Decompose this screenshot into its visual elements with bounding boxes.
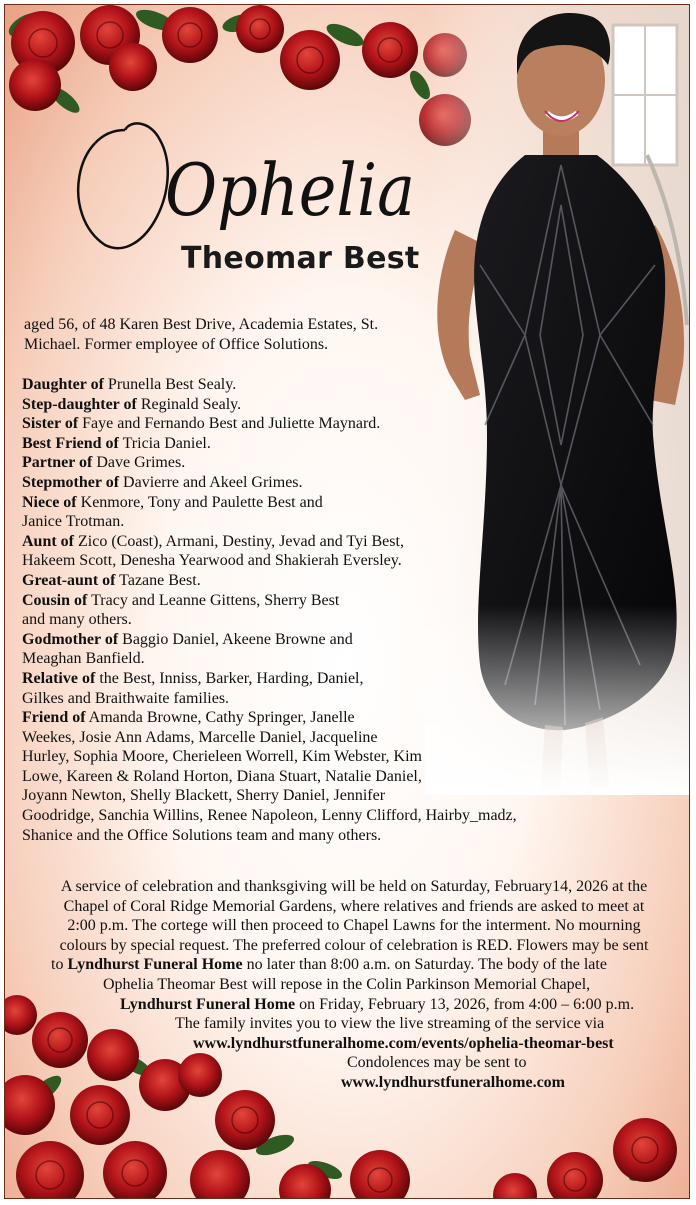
- relation-names: Baggio Daniel, Akeene Browne and: [118, 630, 353, 648]
- relation-line: [22, 669, 622, 689]
- funeral-home-name: Lyndhurst Funeral Home: [120, 995, 296, 1013]
- relation-names: Tazane Best.: [115, 571, 201, 589]
- first-name-text: Ophelia: [165, 148, 415, 232]
- relation-label: Best Friend of: [22, 434, 119, 452]
- relation-names: Goodridge, Sanchia Willins, Renee Napoleon, Lenny Clifford, Hairby_madz,: [22, 807, 517, 825]
- relation-names: Tricia Daniel.: [118, 434, 211, 452]
- relation-line: [22, 473, 622, 493]
- relation-label: Step-daughter of: [22, 395, 137, 413]
- relation-line: [22, 395, 622, 415]
- relation-label: Relative of: [22, 669, 96, 687]
- relation-names: Tracy and Leanne Gittens, Sherry Best: [87, 591, 340, 609]
- relation-names: Faye and Fernando Best and Juliette Maynard.: [78, 415, 381, 433]
- relation-line: [22, 786, 622, 806]
- relation-names: Prunella Best Sealy.: [103, 376, 237, 393]
- relation-line: [22, 689, 622, 709]
- relation-label: Stepmother of: [22, 473, 120, 491]
- service-text: to: [51, 956, 68, 974]
- relation-line: [22, 532, 622, 552]
- relation-names: Joyann Newton, Shelly Blackett, Sherry Daniel, Jennifer: [22, 787, 386, 805]
- surname-heading: Theomar Best: [181, 241, 420, 276]
- relation-line: [22, 434, 622, 454]
- relation-line: [22, 375, 622, 395]
- relation-names: Amanda Browne, Cathy Springer, Janelle: [85, 709, 355, 727]
- relation-line: [22, 453, 622, 473]
- relations-list: [22, 375, 622, 845]
- relation-names: Hakeem Scott, Denesha Yearwood and Shakierah Eversley.: [22, 552, 402, 570]
- service-line: The family invites you to view the live streaming of the service via: [175, 1015, 605, 1033]
- relation-label: Niece of: [22, 493, 77, 511]
- service-line: [17, 955, 690, 975]
- relation-label: Daughter of: [22, 376, 104, 393]
- relation-label: Aunt of: [22, 532, 75, 550]
- relation-label: Partner of: [22, 454, 93, 472]
- relation-names: Dave Grimes.: [92, 454, 186, 472]
- relation-label: Friend of: [22, 709, 86, 727]
- roses-bottom-decoration: [5, 995, 690, 1199]
- relation-line: [22, 414, 622, 434]
- relation-names: Kenmore, Tony and Paulette Best and: [76, 493, 323, 511]
- relation-names: Hurley, Sophia Moore, Cherieleen Worrell, Kim Webster, Kim: [22, 748, 422, 766]
- relation-names: Reginald Sealy.: [136, 395, 242, 413]
- relation-names: Davierre and Akeel Grimes.: [119, 473, 303, 491]
- website-url-text[interactable]: www.lyndhurstfuneralhome.com: [341, 1073, 566, 1091]
- relation-names: Weekes, Josie Ann Adams, Marcelle Daniel, Jacqueline: [22, 728, 378, 746]
- obituary-card: [4, 4, 690, 1199]
- service-line: 2:00 p.m. The cortege will then proceed to Chapel Lawns for the interment. No mourning: [67, 917, 641, 935]
- relation-line: [22, 747, 622, 767]
- relation-line: [22, 826, 622, 846]
- relation-names: Shanice and the Office Solutions team and many others.: [22, 826, 382, 844]
- relation-line: [22, 806, 622, 826]
- relation-label: Godmother of: [22, 630, 119, 648]
- relation-line: [22, 630, 622, 650]
- relation-label: Cousin of: [22, 591, 88, 609]
- relation-line: [22, 551, 622, 571]
- relation-line: [22, 649, 622, 669]
- condolences-line: Condolences may be sent to: [347, 1054, 527, 1072]
- relation-names: the Best, Inniss, Barker, Harding, Daniel,: [95, 669, 364, 687]
- relation-line: [22, 610, 622, 630]
- service-line: Chapel of Coral Ridge Memorial Gardens, where relatives and friends are asked to meet at: [63, 897, 645, 915]
- relation-line: [22, 767, 622, 787]
- relation-label: Sister of: [22, 415, 79, 433]
- stream-url-text[interactable]: www.lyndhurstfuneralhome.com/events/ophelia-theomar-best: [193, 1034, 614, 1052]
- relation-names: and many others.: [22, 611, 132, 629]
- relation-line: [22, 728, 622, 748]
- service-text: on Friday, February 13, 2026, from 4:00 – 6:00 p.m.: [295, 995, 635, 1013]
- relation-line: [22, 512, 622, 532]
- first-name-script: [65, 95, 425, 265]
- relation-line: [22, 708, 622, 728]
- relation-label: Great-aunt of: [22, 571, 116, 589]
- service-line: Ophelia Theomar Best will repose in the Colin Parkinson Memorial Chapel,: [103, 975, 591, 993]
- relation-names: Lowe, Kareen & Roland Horton, Diana Stuart, Natalie Daniel,: [22, 767, 422, 785]
- service-line: colours by special request. The preferred colour of celebration is RED. Flowers may be sent: [59, 936, 649, 954]
- relation-names: Janice Trotman.: [22, 513, 125, 531]
- relation-line: [22, 571, 622, 591]
- service-text: no later than 8:00 a.m. on Saturday. The body of the late: [242, 956, 607, 974]
- relation-names: Meaghan Banfield.: [22, 650, 145, 668]
- relation-names: Zico (Coast), Armani, Destiny, Jevad and Tyi Best,: [74, 532, 404, 550]
- relation-line: [22, 493, 622, 513]
- funeral-home-name: Lyndhurst Funeral Home: [67, 956, 243, 974]
- relation-line: [22, 591, 622, 611]
- service-line: A service of celebration and thanksgiving will be held on Saturday, February14, 2026 at the: [60, 878, 648, 895]
- intro-paragraph: aged 56, of 48 Karen Best Drive, Academia Estates, St. Michael. Former employee of Office Solutions.: [24, 316, 379, 353]
- relation-names: Gilkes and Braithwaite families.: [22, 689, 230, 707]
